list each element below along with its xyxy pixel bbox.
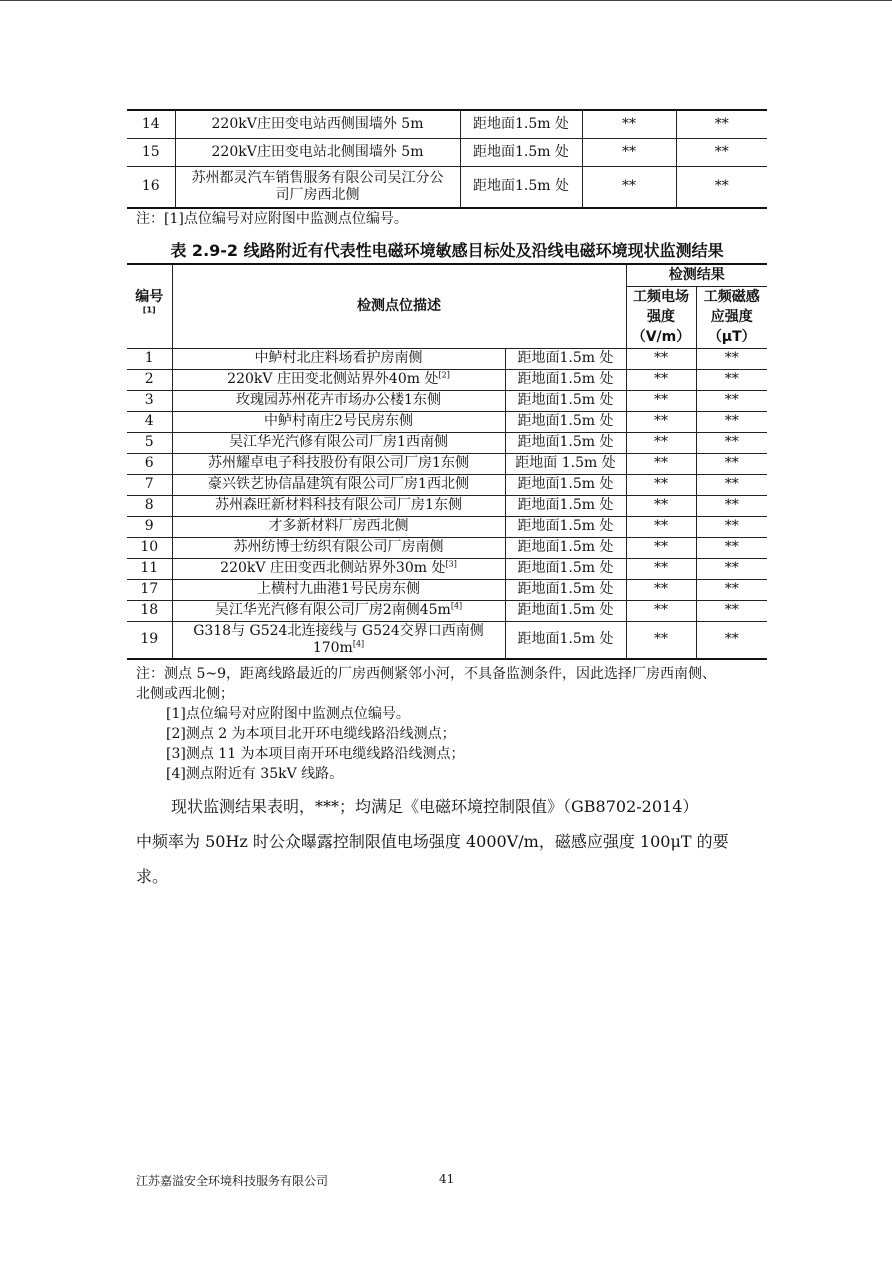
- table-row: [127, 516, 767, 537]
- table-row: [127, 558, 767, 579]
- cell-e: **: [626, 348, 696, 369]
- cell-height: 距地面1.5m 处: [460, 166, 582, 208]
- cell-desc: 苏州纺博士纺织有限公司厂房南侧: [172, 537, 505, 558]
- cell-no: 18: [127, 600, 172, 621]
- table-row: [127, 166, 767, 208]
- header-results: 检测结果: [626, 264, 767, 286]
- table1-note: 注：[1]点位编号对应附图中监测点位编号。: [136, 211, 408, 227]
- cell-desc: 才多新材料厂房西北侧: [172, 516, 505, 537]
- cell-height: 距地面1.5m 处: [505, 537, 626, 558]
- cell-desc: G318与 G524北连接线与 G524交界口西南侧 170m[4]: [172, 621, 505, 659]
- table-row: [127, 621, 767, 659]
- cell-b: **: [696, 348, 767, 369]
- cell-b: **: [696, 390, 767, 411]
- cell-e: **: [626, 432, 696, 453]
- cell-height: 距地面 1.5m 处: [505, 453, 626, 474]
- cell-height: 距地面1.5m 处: [505, 411, 626, 432]
- cell-height: 距地面1.5m 处: [505, 621, 626, 659]
- cell-e: **: [626, 495, 696, 516]
- cell-b: **: [696, 558, 767, 579]
- cell-e: **: [582, 138, 676, 166]
- cell-e: **: [626, 579, 696, 600]
- table-row: [127, 579, 767, 600]
- cell-height: 距地面1.5m 处: [505, 474, 626, 495]
- cell-no: 9: [127, 516, 172, 537]
- cell-b: **: [696, 579, 767, 600]
- cell-desc: 220kV 庄田变北侧站界外40m 处[2]: [172, 369, 505, 390]
- cell-height: 距地面1.5m 处: [505, 516, 626, 537]
- table-row: [127, 348, 767, 369]
- cell-b: **: [696, 453, 767, 474]
- cell-no: 3: [127, 390, 172, 411]
- cell-no: 19: [127, 621, 172, 659]
- cell-desc: 吴江华光汽修有限公司厂房1西南侧: [172, 432, 505, 453]
- cell-desc: 豪兴铁艺协信晶建筑有限公司厂房1西北侧: [172, 474, 505, 495]
- cell-no: 7: [127, 474, 172, 495]
- cell-e: **: [626, 516, 696, 537]
- cell-b: **: [696, 600, 767, 621]
- cell-no: 6: [127, 453, 172, 474]
- cell-no: 11: [127, 558, 172, 579]
- note-line: [3]测点 11 为本项目南开环电缆线路沿线测点；: [166, 746, 465, 762]
- cell-e: **: [626, 390, 696, 411]
- note-line: 北侧或西北侧；: [136, 686, 234, 702]
- cell-desc: 中鲈村南庄2号民房东侧: [172, 411, 505, 432]
- cell-desc: 220kV庄田变电站西侧围墙外 5m: [175, 110, 460, 138]
- header-row: [127, 264, 767, 286]
- note-line: [2]测点 2 为本项目北开环电缆线路沿线测点；: [166, 726, 456, 742]
- table-row: [127, 390, 767, 411]
- header-b-field: 工频磁感应强度（μT）: [696, 286, 767, 348]
- cell-no: 2: [127, 369, 172, 390]
- cell-no: 10: [127, 537, 172, 558]
- note-line: [4]测点附近有 35kV 线路。: [166, 766, 344, 782]
- table-row: [127, 432, 767, 453]
- cell-no: 4: [127, 411, 172, 432]
- body-paragraph-line: 中频率为 50Hz 时公众曝露控制限值电场强度 4000V/m，磁感应强度 100μT 的要: [136, 832, 729, 851]
- cell-height: 距地面1.5m 处: [460, 138, 582, 166]
- cell-height: 距地面1.5m 处: [505, 600, 626, 621]
- table-row: [127, 495, 767, 516]
- cell-no: 5: [127, 432, 172, 453]
- cell-desc: 苏州森旺新材料科技有限公司厂房1东侧: [172, 495, 505, 516]
- cell-no: 14: [127, 110, 175, 138]
- header-desc: 检测点位描述: [172, 264, 626, 348]
- cell-b: **: [696, 474, 767, 495]
- cell-desc: 苏州耀卓电子科技股份有限公司厂房1东侧: [172, 453, 505, 474]
- cell-b: **: [676, 138, 767, 166]
- cell-desc: 中鲈村北庄料场看护房南侧: [172, 348, 505, 369]
- body-paragraph-line: 现状监测结果表明，***；均满足《电磁环境控制限值》（GB8702-2014）: [171, 797, 699, 816]
- table-row: [127, 411, 767, 432]
- note-line: 注：测点 5~9，距离线路最近的厂房西侧紧邻小河，不具备监测条件，因此选择厂房西南侧、: [136, 666, 716, 682]
- table-caption: 表 2.9-2 线路附近有代表性电磁环境敏感目标处及沿线电磁环境现状监测结果: [170, 241, 724, 260]
- footer-company: 江苏嘉溢安全环境科技服务有限公司: [136, 1174, 329, 1188]
- cell-e: **: [626, 474, 696, 495]
- monitoring-table-continued: [127, 109, 767, 209]
- cell-e: **: [626, 600, 696, 621]
- cell-b: **: [676, 166, 767, 208]
- cell-height: 距地面1.5m 处: [460, 110, 582, 138]
- cell-e: **: [582, 166, 676, 208]
- table-row: [127, 453, 767, 474]
- cell-b: **: [696, 537, 767, 558]
- cell-height: 距地面1.5m 处: [505, 369, 626, 390]
- note-line: [1]点位编号对应附图中监测点位编号。: [166, 706, 410, 722]
- cell-e: **: [626, 369, 696, 390]
- table-row: [127, 138, 767, 166]
- body-paragraph-line: 求。: [136, 867, 169, 886]
- header-e-field: 工频电场强度（V/m）: [626, 286, 696, 348]
- page-number: 41: [439, 1172, 455, 1186]
- cell-no: 8: [127, 495, 172, 516]
- table-row: [127, 537, 767, 558]
- table-row: [127, 369, 767, 390]
- cell-b: **: [676, 110, 767, 138]
- table-row: [127, 600, 767, 621]
- cell-desc: 吴江华光汽修有限公司厂房2南侧45m[4]: [172, 600, 505, 621]
- cell-e: **: [582, 110, 676, 138]
- cell-height: 距地面1.5m 处: [505, 432, 626, 453]
- cell-no: 16: [127, 166, 175, 208]
- cell-height: 距地面1.5m 处: [505, 558, 626, 579]
- table-row: [127, 110, 767, 138]
- cell-no: 17: [127, 579, 172, 600]
- cell-no: 1: [127, 348, 172, 369]
- cell-height: 距地面1.5m 处: [505, 390, 626, 411]
- cell-e: **: [626, 537, 696, 558]
- cell-height: 距地面1.5m 处: [505, 348, 626, 369]
- cell-height: 距地面1.5m 处: [505, 579, 626, 600]
- cell-e: **: [626, 558, 696, 579]
- cell-desc: 上横村九曲港1号民房东侧: [172, 579, 505, 600]
- cell-b: **: [696, 369, 767, 390]
- monitoring-results-table: [127, 263, 767, 660]
- cell-b: **: [696, 411, 767, 432]
- cell-b: **: [696, 495, 767, 516]
- cell-e: **: [626, 453, 696, 474]
- table2-note: [136, 664, 776, 784]
- cell-b: **: [696, 432, 767, 453]
- cell-desc: 玫瑰园苏州花卉市场办公楼1东侧: [172, 390, 505, 411]
- cell-desc: 220kV 庄田变西北侧站界外30m 处[3]: [172, 558, 505, 579]
- cell-b: **: [696, 516, 767, 537]
- header-no: 编号[1]: [127, 264, 172, 348]
- cell-height: 距地面1.5m 处: [505, 495, 626, 516]
- cell-e: **: [626, 621, 696, 659]
- page-top-border: [0, 0, 892, 1]
- cell-e: **: [626, 411, 696, 432]
- cell-desc: 苏州都灵汽车销售服务有限公司吴江分公司厂房西北侧: [175, 166, 460, 208]
- cell-desc: 220kV庄田变电站北侧围墙外 5m: [175, 138, 460, 166]
- cell-no: 15: [127, 138, 175, 166]
- table-row: [127, 474, 767, 495]
- cell-b: **: [696, 621, 767, 659]
